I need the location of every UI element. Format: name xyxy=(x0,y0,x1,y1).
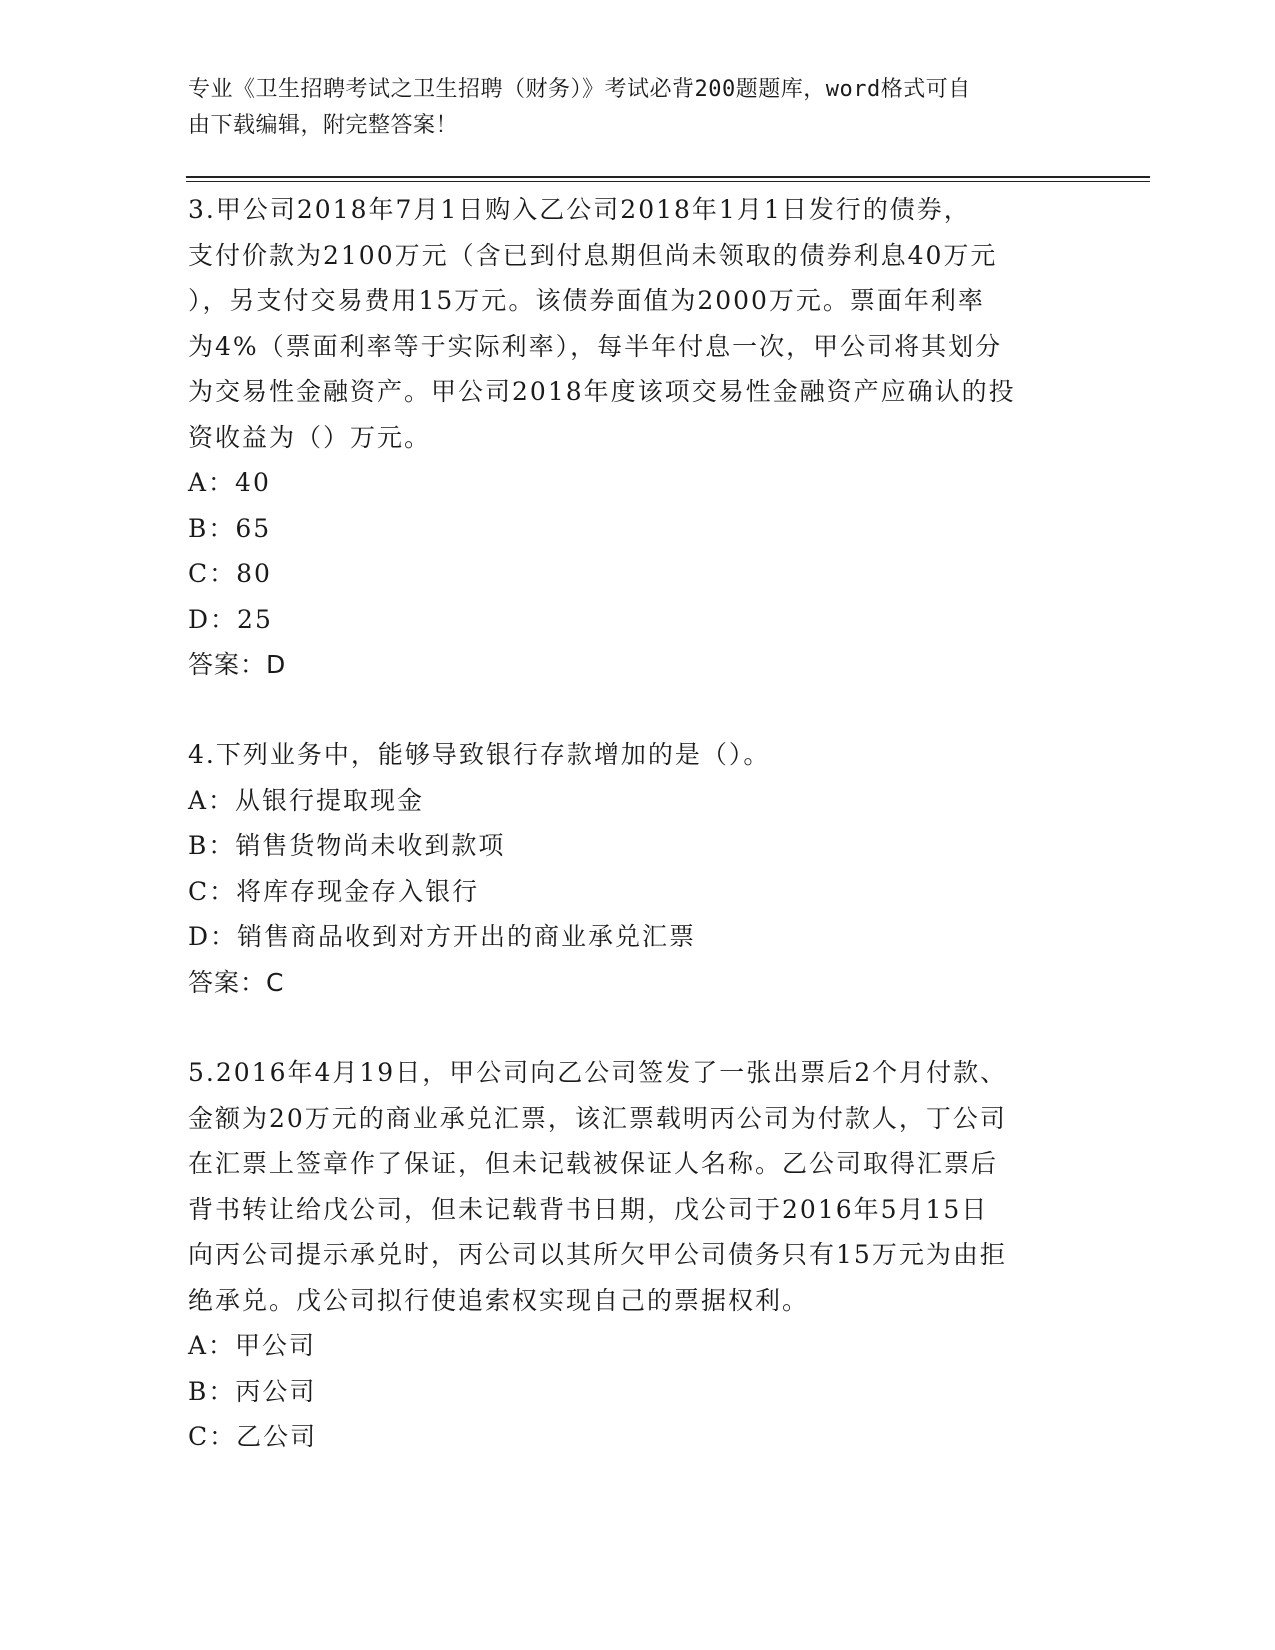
option-c: C：乙公司 xyxy=(188,1422,318,1451)
option-b: B：销售货物尚未收到款项 xyxy=(188,831,506,860)
question-stem-line: 5.2016年4月19日，甲公司向乙公司签发了一张出票后2个月付款、 xyxy=(188,1058,1008,1087)
question-stem-line: 3.甲公司2018年7月1日购入乙公司2018年1月1日发行的债券， xyxy=(188,195,971,224)
question-3 xyxy=(188,187,1088,688)
question-stem-line: 资收益为（）万元。 xyxy=(188,422,432,452)
header-divider xyxy=(186,176,1150,178)
answer: 答案：D xyxy=(188,650,287,679)
question-stem-line: 绝承兑。戊公司拟行使追索权实现自己的票据权利。 xyxy=(188,1285,810,1315)
question-stem-line: 背书转让给戊公司，但未记载背书日期，戊公司于2016年5月15日 xyxy=(188,1194,989,1224)
question-stem-line: 向丙公司提示承兑时，丙公司以其所欠甲公司债务只有15万元为由拒 xyxy=(188,1240,1007,1269)
header-divider-thin xyxy=(186,181,1150,182)
question-stem-line: 金额为20万元的商业承兑汇票，该汇票载明丙公司为付款人，丁公司 xyxy=(188,1103,1007,1133)
option-d: D：销售商品收到对方开出的商业承兑汇票 xyxy=(188,922,697,951)
question-stem-line: ），另支付交易费用15万元。该债券面值为2000万元。票面年利率 xyxy=(188,286,985,315)
question-stem-line: 在汇票上签章作了保证，但未记载被保证人名称。乙公司取得汇票后 xyxy=(188,1149,999,1178)
question-5 xyxy=(188,1050,1088,1460)
answer: 答案：C xyxy=(188,967,285,997)
header-line-1: 专业《卫生招聘考试之卫生招聘（财务）》考试必背200题题库，word格式可自 xyxy=(188,77,971,102)
option-d: D：25 xyxy=(188,604,273,634)
question-4 xyxy=(188,732,1088,1005)
question-stem-line: 支付价款为2100万元（含已到付息期但尚未领取的债券利息40万元 xyxy=(188,240,998,270)
option-a: A：从银行提取现金 xyxy=(188,785,425,815)
question-stem-line: 为交易性金融资产。甲公司2018年度该项交易性金融资产应确认的投 xyxy=(188,377,1016,406)
option-b: B：丙公司 xyxy=(188,1376,317,1406)
option-a: A：40 xyxy=(188,468,271,497)
document-header xyxy=(188,72,1068,144)
option-c: C：将库存现金存入银行 xyxy=(188,876,480,906)
question-stem-line: 4.下列业务中，能够导致银行存款增加的是（）。 xyxy=(188,740,771,769)
question-stem-line: 为4%（票面利率等于实际利率），每半年付息一次，甲公司将其划分 xyxy=(188,331,1003,361)
option-b: B：65 xyxy=(188,513,272,543)
header-line-2: 由下载编辑，附完整答案！ xyxy=(188,113,459,138)
option-c: C：80 xyxy=(188,559,272,588)
option-a: A：甲公司 xyxy=(188,1331,317,1360)
